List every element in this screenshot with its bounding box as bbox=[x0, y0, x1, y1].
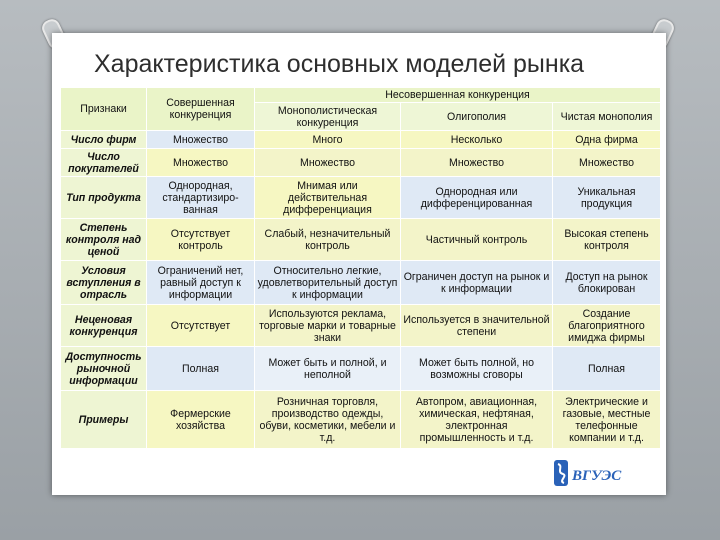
cell-monopoly: Доступ на рынок блокирован bbox=[553, 261, 661, 305]
table-row bbox=[61, 391, 661, 449]
row-label: Число покупателей bbox=[61, 149, 147, 177]
table-row bbox=[61, 149, 661, 177]
logo-text: ВГУЭС bbox=[572, 468, 622, 484]
table-row bbox=[61, 219, 661, 261]
cell-monopolistic: Используются реклама, торговые марки и товарные знаки bbox=[255, 305, 401, 347]
cell-oligopoly: Частичный контроль bbox=[401, 219, 553, 261]
row-label: Доступность рыночной информации bbox=[61, 347, 147, 391]
header-features: Признаки bbox=[61, 88, 147, 131]
cell-oligopoly: Однородная или дифференцированная bbox=[401, 177, 553, 219]
cell-oligopoly: Ограничен доступ на рынок и к информации bbox=[401, 261, 553, 305]
cell-perfect: Однородная, стандартизиро-ванная bbox=[147, 177, 255, 219]
table-row bbox=[61, 177, 661, 219]
cell-monopolistic: Слабый, незначительный контроль bbox=[255, 219, 401, 261]
market-models-table bbox=[60, 87, 661, 449]
slide-title: Характеристика основных моделей рынка bbox=[94, 50, 585, 78]
row-label: Степень контроля над ценой bbox=[61, 219, 147, 261]
row-label: Примеры bbox=[61, 391, 147, 449]
header-pure-monopoly: Чистая монополия bbox=[553, 103, 661, 131]
cell-perfect: Полная bbox=[147, 347, 255, 391]
cell-monopolistic: Может быть и полной, и неполной bbox=[255, 347, 401, 391]
row-label: Тип продукта bbox=[61, 177, 147, 219]
cell-oligopoly: Автопром, авиационная, химическая, нефтяная, электронная промышленность и т.д. bbox=[401, 391, 553, 449]
cell-monopoly: Высокая степень контроля bbox=[553, 219, 661, 261]
cell-perfect: Фермерские хозяйства bbox=[147, 391, 255, 449]
row-label: Условия вступления в отрасль bbox=[61, 261, 147, 305]
cell-perfect: Отсутствует bbox=[147, 305, 255, 347]
cell-monopoly: Электрические и газовые, местные телефонные компании и т.д. bbox=[553, 391, 661, 449]
table-row bbox=[61, 347, 661, 391]
header-imperfect-competition: Несовершенная конкуренция bbox=[255, 88, 661, 103]
cell-perfect: Множество bbox=[147, 131, 255, 149]
cell-monopolistic: Относительно легкие, удовлетворительный доступ к информации bbox=[255, 261, 401, 305]
header-perfect-competition: Совершенная конкуренция bbox=[147, 88, 255, 131]
cell-perfect: Ограничений нет, равный доступ к информации bbox=[147, 261, 255, 305]
row-label: Неценовая конкуренция bbox=[61, 305, 147, 347]
cell-monopolistic: Розничная торговля, производство одежды, обуви, косметики, мебели и т.д. bbox=[255, 391, 401, 449]
table-row bbox=[61, 131, 661, 149]
cell-perfect: Отсутствует контроль bbox=[147, 219, 255, 261]
cell-monopolistic: Мнимая или действительная дифференциация bbox=[255, 177, 401, 219]
cell-monopoly: Одна фирма bbox=[553, 131, 661, 149]
cell-perfect: Множество bbox=[147, 149, 255, 177]
cell-monopolistic: Множество bbox=[255, 149, 401, 177]
header-oligopoly: Олигополия bbox=[401, 103, 553, 131]
cell-oligopoly: Может быть полной, но возможны сговоры bbox=[401, 347, 553, 391]
table-row bbox=[61, 261, 661, 305]
cell-monopoly: Полная bbox=[553, 347, 661, 391]
row-label: Число фирм bbox=[61, 131, 147, 149]
header-monopolistic: Монополистическая конкуренция bbox=[255, 103, 401, 131]
cell-monopolistic: Много bbox=[255, 131, 401, 149]
cell-monopoly: Уникальная продукция bbox=[553, 177, 661, 219]
table-row bbox=[61, 305, 661, 347]
cell-oligopoly: Множество bbox=[401, 149, 553, 177]
university-logo bbox=[552, 456, 634, 490]
cell-oligopoly: Несколько bbox=[401, 131, 553, 149]
cell-oligopoly: Используется в значительной степени bbox=[401, 305, 553, 347]
cell-monopoly: Создание благоприятного имиджа фирмы bbox=[553, 305, 661, 347]
cell-monopoly: Множество bbox=[553, 149, 661, 177]
